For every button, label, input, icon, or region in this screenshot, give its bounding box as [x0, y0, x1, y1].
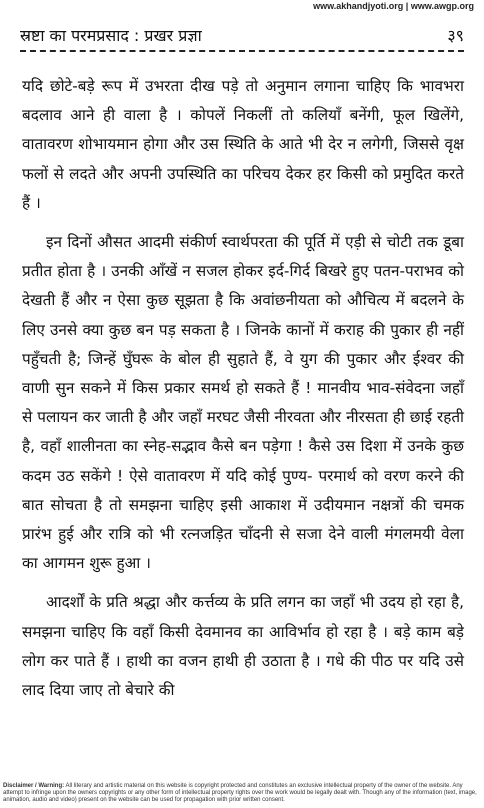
page-body: [22, 72, 464, 715]
site-url: www.akhandjyoti.org | www.awgp.org: [313, 1, 474, 11]
page-number: ३९: [447, 26, 464, 45]
disclaimer-label: Disclaimer / Warning:: [3, 783, 65, 789]
disclaimer-text: All literary and artistic material on this website is copyright protected and constitutes an exclusive intellectual property of the owner of the website. Any attempt to infringe upon the owners copyrights or any other form of intellectual property rights over the work would be legally dealt with. Though any of the information (text, image, animation, audio and video) present on the website can be used for propagation with prior written consent.: [3, 783, 477, 803]
page-header: [20, 24, 464, 48]
paragraph-3: आदर्शों के प्रति श्रद्धा और कर्त्तव्य के प्रति लगन का जहाँ भी उदय हो रहा है, समझना चाहिए कि वहाँ किसी देवमानव का आविर्भाव हो रहा है । बड़े काम बड़े लोग कर पाते हैं । हाथी का वजन हाथी ही उठाता है । गधे की पीठ पर यदि उसे लाद दिया जाए तो बेचारे की: [22, 593, 464, 700]
header-divider: [20, 50, 464, 52]
paragraph-1: यदि छोटे-बड़े रूप में उभरता दीख पड़े तो अनुमान लगाना चाहिए कि भावभरा बदलाव आने ही वाला है । कोपलें निकलीं तो कलियाँ बनेंगी, फूल खिलेंगे, वातावरण शोभायमान होगा और उस स्थिति के आते भी देर न लगेगी, जिससे वृक्ष फलों से लदते और अपनी उपस्थिति का परिचय देकर हर किसी को प्रमुदित करते हैं ।: [22, 77, 464, 212]
chapter-title: स्रष्टा का परमप्रसाद : प्रखर प्रज्ञा: [20, 26, 202, 45]
disclaimer: [3, 783, 481, 804]
paragraph-2: इन दिनों औसत आदमी संकीर्ण स्वार्थपरता की पूर्ति में एड़ी से चोटी तक डूबा प्रतीत होता है । उनकी आँखें न सजल होकर इर्द-गिर्द बिखरे हुए पतन-पराभव को देखती हैं और न ऐसा कुछ सूझता है कि अवांछनीयता को औचित्य में बदलने के लिए उनसे क्या कुछ बन पड़ सकता है । जिनके कानों में कराह की पुकार ही नहीं पहुँचती है; जिन्हें घुँघरू के बोल ही सुहाते हैं, वे युग की पुकार और ईश्वर की वाणी सुन सकने में किस प्रकार समर्थ हो सकते हैं ! मानवीय भाव-संवेदना जहाँ से पलायन कर जाती है और जहाँ मरघट जैसी नीरवता और नीरसता ही छाई रहती है, वहाँ शालीनता का स्नेह-सद्भाव कैसे बन पड़ेगा ! कैसे उस दिशा में उनके कुछ कदम उठ सकेंगे ! ऐसे वातावरण में यदि कोई पुण्य- परमार्थ को वरण करने की बात सोचता है तो समझना चाहिए इसी आकाश में उदीयमान नक्षत्रों की चमक प्रारंभ हुई और रात्रि को भी रत्नजड़ित चाँदनी से सजा देने वाली मंगलमयी वेला का आगमन शुरू हुआ ।: [22, 233, 464, 573]
